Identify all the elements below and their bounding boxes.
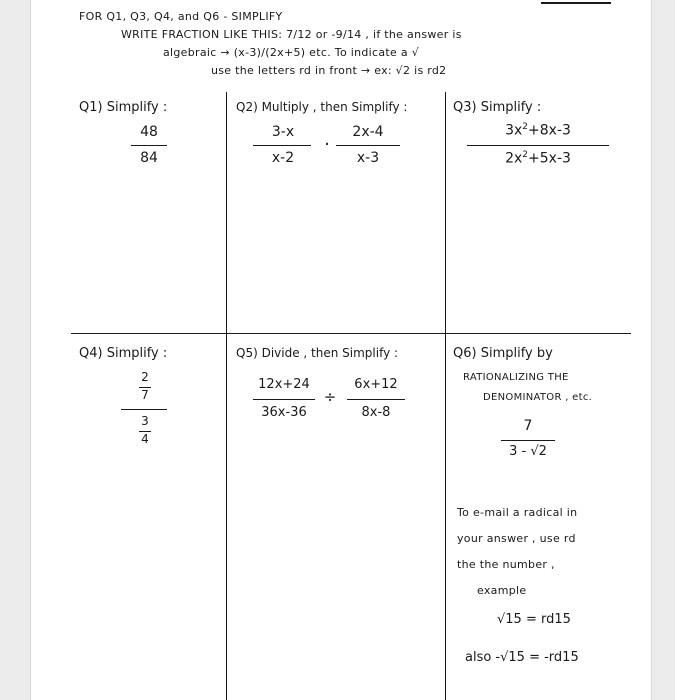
q5-label: Q5) Divide , then Simplify : (236, 346, 399, 360)
top-stub-line (541, 2, 611, 4)
q6-label: Q6) Simplify by (453, 346, 553, 361)
note-line-3: the the number , (457, 558, 555, 571)
q3-denominator-term: 2x (505, 150, 523, 167)
q2-f2-numerator: 2x-4 (352, 124, 384, 140)
q2-label: Q2) Multiply , then Simplify : (236, 100, 408, 114)
q6-fraction-bar (501, 440, 555, 441)
q3-numerator (463, 122, 613, 139)
note-line-5: √15 = rd15 (497, 612, 571, 627)
q3-denominator-exponent: 2 (522, 150, 529, 160)
q1-fraction-bar (131, 145, 167, 146)
q4-label: Q4) Simplify : (79, 346, 168, 361)
q6-instruction-line-2: DENOMINATOR , etc. (483, 392, 593, 403)
grid-divider-horizontal (71, 333, 631, 334)
q5-divide-operator: ÷ (323, 388, 337, 406)
q3-denominator (463, 150, 613, 167)
grid-divider-vertical-2 (445, 92, 446, 700)
q6-numerator: 7 (523, 418, 533, 434)
note-line-6: also -√15 = -rd15 (465, 650, 579, 665)
worksheet-page (30, 0, 652, 700)
q2-f1-fraction-bar (253, 145, 311, 146)
q6-instruction-line-1: RATIONALIZING THE (463, 372, 569, 383)
q3-numerator-term: 3x (505, 122, 523, 139)
note-line-4: example (477, 584, 527, 597)
q4-bottom-numerator: 3 (141, 414, 149, 428)
header-line-1: FOR Q1, Q3, Q4, and Q6 - SIMPLIFY (79, 10, 283, 23)
q5-f1-denominator: 36x-36 (261, 405, 307, 420)
q2-f1-denominator: x-2 (271, 150, 295, 166)
q5-f2-numerator: 6x+12 (354, 377, 398, 392)
q4-bottom-denominator: 4 (141, 432, 149, 446)
q5-f2-fraction-bar (347, 399, 405, 400)
q4-main-fraction-bar (121, 409, 167, 410)
note-line-2: your answer , use rd (457, 532, 576, 545)
q2-f2-fraction-bar (336, 145, 400, 146)
q3-denominator-rest: +5x-3 (528, 150, 571, 167)
grid-divider-vertical-1 (226, 92, 227, 700)
q2-multiply-operator: · (324, 134, 330, 155)
q3-label: Q3) Simplify : (453, 100, 542, 115)
q5-f1-numerator: 12x+24 (258, 377, 310, 392)
note-line-1: To e-mail a radical in (457, 506, 578, 519)
q3-numerator-exponent: 2 (522, 122, 529, 132)
q4-top-numerator: 2 (141, 370, 149, 384)
q3-fraction-bar (467, 145, 609, 146)
q4-top-denominator: 7 (141, 388, 149, 402)
q1-numerator: 48 (140, 124, 158, 140)
q2-f2-denominator: x-3 (356, 150, 380, 166)
header-line-3: algebraic → (x-3)/(2x+5) etc. To indicate a √ (163, 46, 420, 59)
q1-label: Q1) Simplify : (79, 100, 168, 115)
q2-f1-numerator: 3-x (271, 124, 295, 140)
header-line-4: use the letters rd in front → ex: √2 is rd2 (211, 64, 447, 77)
q5-f2-denominator: 8x-8 (361, 405, 391, 420)
header-line-2: WRITE FRACTION LIKE THIS: 7/12 or -9/14 , if the answer is (121, 28, 462, 41)
q1-denominator: 84 (140, 150, 158, 166)
q5-f1-fraction-bar (253, 399, 315, 400)
q6-denominator: 3 - √2 (509, 444, 547, 459)
q3-numerator-rest: +8x-3 (528, 122, 571, 139)
